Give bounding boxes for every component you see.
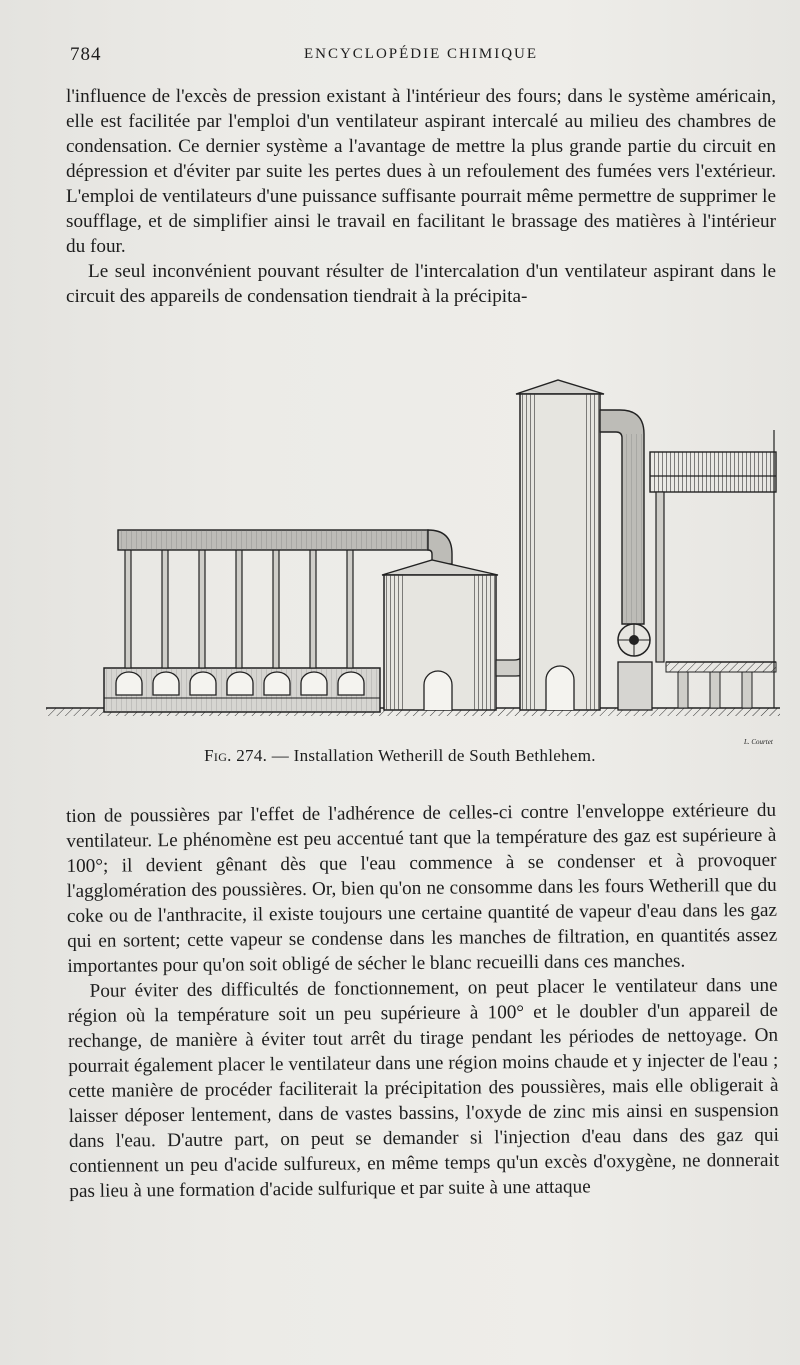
paragraph: Le seul inconvénient pouvant résulter de l'intercalation d'un ventilateur aspirant dans le circuit des appareils de condensation tiendrait à la précipita-	[66, 261, 776, 307]
figure-illustration	[46, 370, 780, 742]
running-head: ENCYCLOPÉDIE CHIMIQUE	[303, 46, 539, 62]
figure-caption-text: — Installation Wetherill de South Bethlehem.	[267, 746, 596, 765]
engraver-signature: L. Courtet	[744, 738, 773, 746]
paragraph: Pour éviter des difficultés de fonctionnement, on peut placer le ventilateur dans une région où la température soit un peu supérieure à 100° et le doubler d'un appareil de rechange, de manière à éviter tout arrêt du tirage pendant les périodes de nettoyage. On pourrait également placer le ventilateur dans une région moins chaude et y injecter de l'eau ; cette manière de procéder faciliterait la précipitation des poussières, mais elle obligerait à laisser déposer lentement, dans de vastes bassins, l'oxyde de zinc mis ainsi en suspension dans l'eau. D'autre part, on peut se demander si l'injection d'eau dans des gaz qui contiennent un peu d'acide sulfureux, en même temps qu'un excès d'oxygène, ne donnerait pas lieu à une formation d'acide sulfurique et par suite à une attaque	[67, 974, 780, 1202]
paragraph: tion de poussières par l'effet de l'adhérence de celles-ci contre l'enveloppe extérieure du ventilateur. Le phénomène est peu accentué tant que la température des gaz est supérieure à 100°; il devient gênant dès que l'eau commence à se condenser et à provoquer l'agglomération des poussières. Or, bien qu'on ne consomme dans les fours Wetherill que du coke ou de l'anthracite, il existe toujours une certaine quantité de vapeur d'eau dans les gaz qui en sortent; cette vapeur se condense dans les manches de filtration, en quantités assez importantes pour qu'on soit obligé de sécher le blanc recueilli dans ces manches.	[66, 799, 778, 977]
paragraph: l'influence de l'excès de pression existant à l'intérieur des fours; dans le système américain, elle est facilitée par l'emploi d'un ventilateur aspirant intercalé au milieu des chambres de condensation. Ce dernier système a l'avantage de mettre la plus grande partie du circuit en dépression et d'éviter par suite les pertes dues à un refoulement des fumées vers l'extérieur. L'emploi de ventilateurs d'une puissance suffisante pourrait même permettre de supprimer le soufflage, et de simplifier ainsi le travail en facilitant le brassage des matières à l'intérieur du four.	[66, 86, 776, 257]
furnace-block	[104, 668, 380, 712]
page-number: 784	[70, 44, 102, 65]
figure-label: Fig. 274.	[204, 746, 268, 765]
vertical-pipes	[125, 538, 353, 668]
fan-duct	[600, 410, 652, 710]
text-block-top	[66, 84, 776, 309]
figure-caption	[0, 746, 800, 766]
text-block-bottom	[66, 798, 779, 1204]
page-header	[62, 44, 780, 72]
middle-tower	[382, 560, 498, 710]
tall-tower	[516, 380, 604, 710]
filter-house	[650, 430, 776, 708]
